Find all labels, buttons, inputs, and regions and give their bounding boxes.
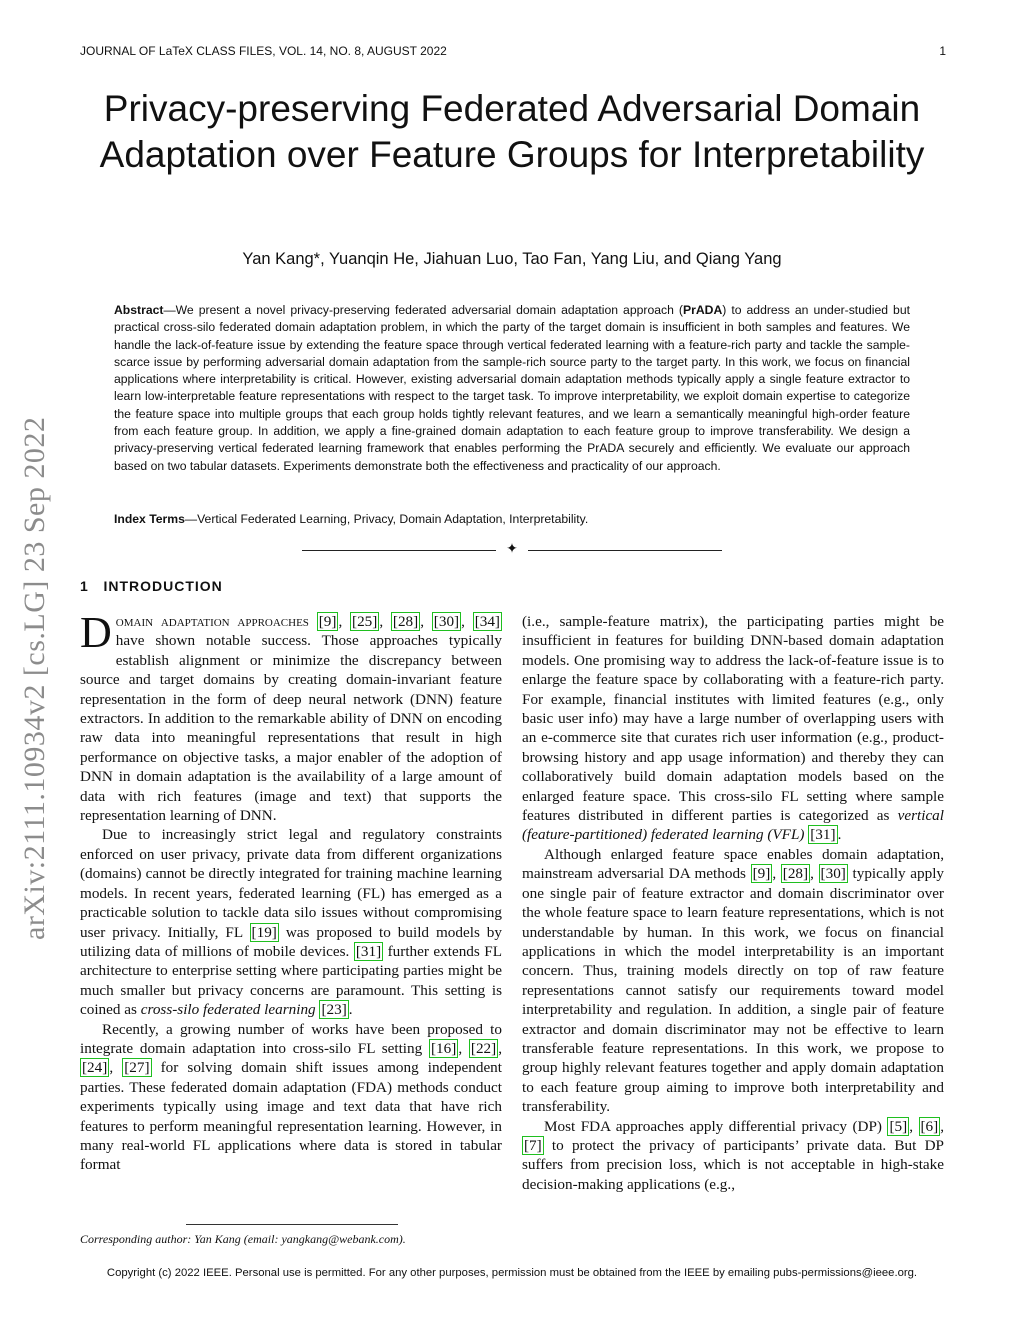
citation-link[interactable]: [9] [752,865,771,883]
divider-line-left [302,550,496,551]
index-terms-label: Index Terms [114,512,185,526]
citation-link[interactable]: [16] [431,1039,457,1057]
copyright-notice: Copyright (c) 2022 IEEE. Personal use is permitted. For any other purposes, permission must be obtained from the IEEE by emailing pubs-permissions@ieee.org. [106,1267,918,1279]
citation-link[interactable]: [30] [433,613,460,630]
divider-ornament-icon: ✦ [506,542,518,557]
intro-paragraph-1: Domain adaptation approaches [9] , [25] , [28] , [30] , [34] have shown notable success. Those approaches typically establish alignment or minimize the discrepancy between source and target domains by creating domain-invariant feature representation in the form of deep neural network (DNN) feature extractors. In addition to the remarkable ability of DNN on encoding raw data into meaningful representations that result in high performance on objective tasks, a major enabler of the adoption of DNN in domain adaptation is the availability of a large amount of data with rich features (image and text) that supports the representation learning of DNN. [80,608,502,825]
citation-link[interactable]: [34] [474,613,500,630]
citation-link[interactable]: [25] [352,613,378,630]
footnote-rule [186,1224,398,1225]
citation-link[interactable]: [22] [470,1039,497,1057]
citation-link[interactable]: [24] [82,1059,108,1077]
intro-paragraph-6: Most FDA approaches apply differential privacy (DP) [5] , [6] , [7] to protect the privacy of participants’ private data. But DP suffers from precision loss, which is not acceptable in high-stake decision-making applications (e.g., [522,1117,945,1193]
author-list: Yan Kang*, Yuanqin He, Jiahuan Luo, Tao Fan, Yang Liu, and Qiang Yang [242,250,782,268]
left-column [80,608,503,1175]
right-column [522,612,944,1194]
corresponding-author-footnote: Corresponding author: Yan Kang (email: yangkang@webank.com). [80,1232,406,1246]
citation-link[interactable]: [19] [251,923,277,941]
intro-paragraph-3: Recently, a growing number of works have been proposed to integrate domain adaptation into cross-silo FL setting [16] , [22] , [24] , [27] for solving domain shift issues among independent parties. These federated domain adaptation (FDA) methods conduct experiments typically using image and text data that have rich features to perform meaningful representation learning. However, in many real-world FL applications where data is stored in tabular format [80,1020,503,1174]
abstract-label: Abstract [114,303,164,317]
citation-link[interactable]: [31] [355,942,382,960]
abstract: Abstract—We present a novel privacy-preserving federated adversarial domain adaptation approach (PrADA) to address an under-studied but practical cross-silo federated domain adaptation problem, in which the party of the target domain is insufficient in both samples and features. We handle the lack-of-feature issue by extending the feature space through vertical federated learning with a feature-rich party and tackle the sample-scarce issue by performing adversarial domain adaptation from the sample-rich source party to the target party. In this work, we focus on financial applications where interpretability is critical. However, existing adversarial domain adaptation methods typically apply a single feature extractor to learn low-interpretable feature representations with respect to the target task. To improve interpretability, we exploit domain expertise to categorize the feature space into multiple groups that each group holds tightly relevant features, and we learn a semantically meaningful high-order feature from each feature group. In addition, we apply a fine-grained domain adaptation to each feature group to improve transferability. We design a privacy-preserving vertical federated learning framework that enables performing the PrADA securely and efficiently. We evaluate our approach based on two tabular datasets. Experiments demonstrate both the effectiveness and practicality of our approach. [114,303,910,473]
page-number: 1 [939,44,946,58]
citation-link[interactable]: [9] [318,613,337,630]
citation-link[interactable]: [31] [810,826,836,844]
citation-link[interactable]: [5] [889,1117,908,1135]
section-heading: 1 INTRODUCTION [80,578,223,594]
citation-link[interactable]: [30] [820,865,846,883]
index-terms: Index Terms—Vertical Federated Learning, Privacy, Domain Adaptation, Interpretability. [114,512,589,526]
intro-paragraph-4: (i.e., sample-feature matrix), the participating parties might be insufficient in features for building DNN-based domain adaptation models. One promising way to address the lack-of-feature issue is to enlarge the feature space by collaborating with a feature-rich party. For example, financial institutes with limited features (e.g., only basic user info) may have a large number of overlapping users with an e-commerce site that curates rich user information (e.g., product-browsing history and app usage information) and thereby they can collaboratively build domain adaptation models based on the enlarged feature space. This cross-silo FL setting where sample features distributed in different parties is categorized as vertical (feature-partitioned) federated learning (VFL) [31] . [522,613,944,844]
acronym: PrADA [682,303,723,317]
running-header: JOURNAL OF LaTeX CLASS FILES, VOL. 14, NO. 8, AUGUST 2022 [80,44,447,58]
intro-paragraph-5: Although enlarged feature space enables domain adaptation, mainstream adversarial DA methods [9] , [28] , [30] typically apply one single pair of feature extractor and domain discriminator over the whole feature space to learn feature representations, which is not understandable by human. In this work, we focus on financial applications in which the model interpretability is an important concern. Thus, training models directly on top of raw feature representations cannot satisfy our requirements toward model interpretability and regulation. In addition, a single pair of feature extractor and domain discriminator may not be effective to learn transferable feature representations. In this work, we propose to group highly relevant features together and apply domain adaptation to each feature group aiming to improve both interpretability and transferability. [522,845,945,1116]
citation-link[interactable]: [7] [524,1136,542,1154]
citation-link[interactable]: [23] [321,1001,347,1019]
intro-paragraph-2: Due to increasingly strict legal and regulatory constraints enforced on user privacy, private data from different organizations (domains) cannot be directly integrated for training machine learning models. In recent years, federated learning (FL) has emerged as a practicable solution to tackle data silo issues without compromising user privacy. Initially, FL [19] was proposed to build models by utilizing data of millions of mobile devices. [31] further extends FL architecture to enterprise setting where participating parties might be much smaller but privacy concerns are paramount. This setting is coined as cross-silo federated learning [23] . [80,826,503,1019]
citation-link[interactable]: [6] [920,1117,939,1135]
section-divider [302,544,722,556]
citation-link[interactable]: [27] [124,1059,150,1077]
citation-link[interactable]: [28] [782,865,809,883]
citation-link[interactable]: [28] [392,613,419,630]
paper-title: Privacy-preserving Federated Adversarial Domain Adaptation over Feature Groups for Interpretability [99,88,925,175]
arxiv-stamp: arXiv:2111.10934v2 [cs.LG] 23 Sep 2022 [18,416,51,940]
divider-line-right [528,550,722,551]
drop-cap: D [80,608,112,657]
